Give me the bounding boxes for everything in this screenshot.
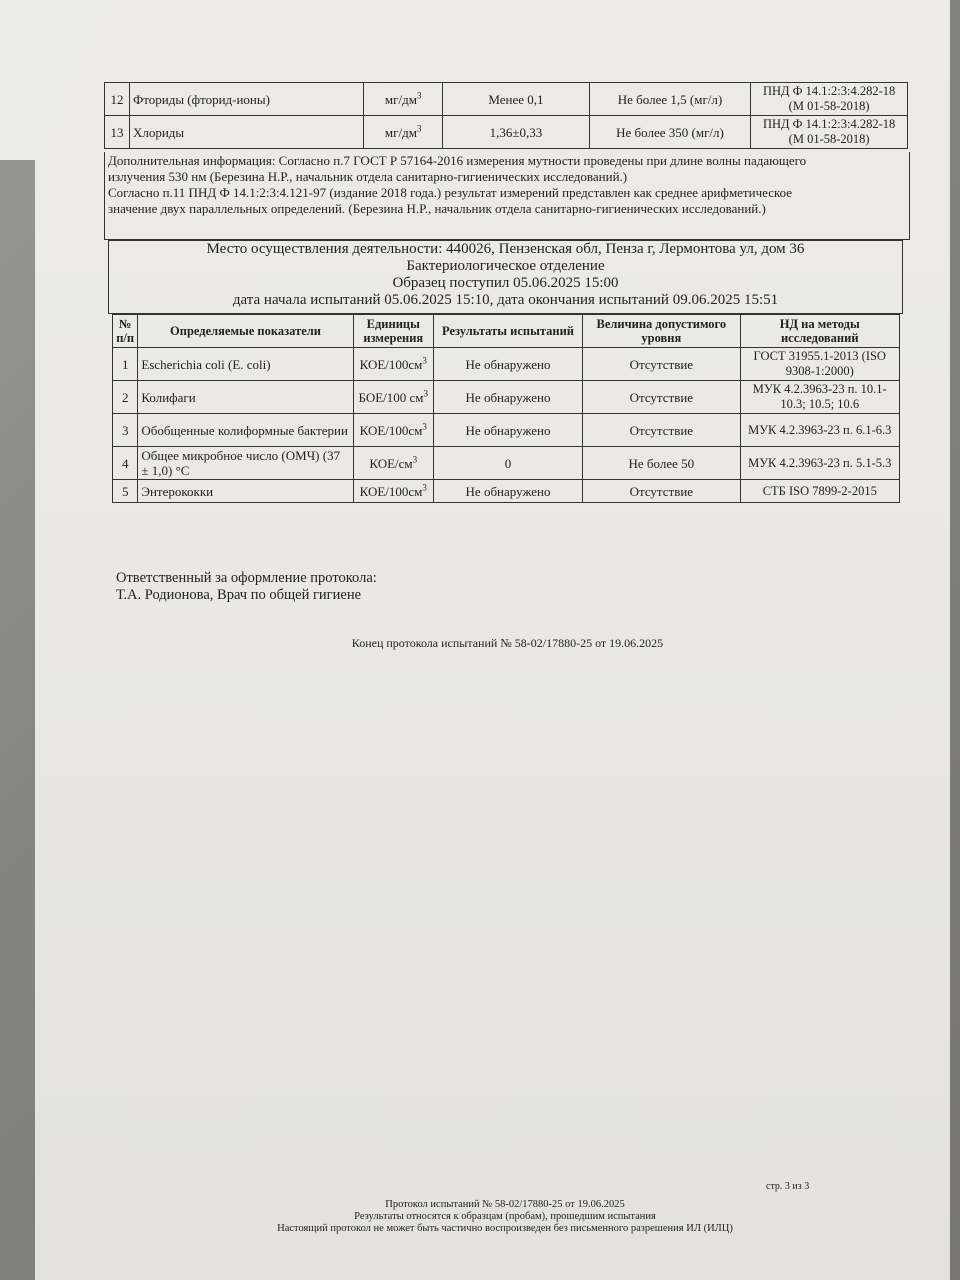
row-number: 1 [113,348,138,381]
row-number: 2 [113,381,138,414]
info-line: Дополнительная информация: Согласно п.7 ГОСТ Р 57164-2016 измерения мутности проведены при длине волны падающего [108,153,807,168]
sample-received: Образец поступил 05.06.2025 15:00 [392,275,619,291]
footer-line: Настоящий протокол не может быть частично воспроизведен без письменного разрешения ИЛ (ИЛЦ) [277,1223,733,1234]
indicator-name: Фториды (фторид-ионы) [129,83,363,116]
header-num: № п/п [113,315,138,348]
method-document: МУК 4.2.3963-23 п. 10.1-10.3; 10.5; 10.6 [740,381,899,414]
responsible-name: Т.А. Родионова, Врач по общей гигиене [116,587,362,603]
result: 1,36±0,33 [443,116,590,149]
limit: Не более 50 [583,447,740,480]
method-document: МУК 4.2.3963-23 п. 6.1-6.3 [740,414,899,447]
header-method: НД на методы исследований [740,315,899,348]
table-row [113,447,900,480]
unit: КОЕ/$см^3$ [353,447,433,480]
unit: БОЕ/100 $см^3$ [353,381,433,414]
method-document: ГОСТ 31955.1-2013 (ISO 9308-1:2000) [740,348,899,381]
indicator-name: Колифаги [138,381,353,414]
indicator-name: Общее микробное число (ОМЧ) (37 ± 1,0) °С [138,447,353,480]
footer-line: Протокол испытаний № 58-02/17880-25 от 19.06.2025 [385,1199,625,1210]
test-dates: дата начала испытаний 05.06.2025 15:10, дата окончания испытаний 09.06.2025 15:51 [232,292,779,308]
page-footer [0,1199,960,1235]
table-row [105,116,908,149]
result: Не обнаружено [433,414,582,447]
header-unit: Единицы измерения [353,315,433,348]
limit: Отсутствие [583,480,740,503]
page-number: стр. 3 из 3 [766,1181,810,1192]
limit: Не более 1,5 (мг/л) [589,83,751,116]
result: Не обнаружено [433,381,582,414]
method-document: СТБ ISO 7899-2-2015 [740,480,899,503]
footer-line: Результаты относятся к образцам (пробам), прошедшим испытания [354,1211,656,1222]
bacteriology-results-table [112,314,900,503]
table-row [113,381,900,414]
responsible-title: Ответственный за оформление протокола: [116,570,377,586]
indicator-name: Escherichia coli (E. coli) [138,348,353,381]
row-number: 3 [113,414,138,447]
indicator-name: Энтерококки [138,480,353,503]
unit: $мг/дм^3$ [364,116,443,149]
info-line: значение двух параллельных определений. (Березина Н.Р., начальник отдела санитарно-гигиенических исследований.) [108,201,766,216]
additional-info [104,152,910,240]
responsible-person [116,570,377,604]
table-row [105,83,908,116]
unit: КОЕ/$100см^3$ [353,348,433,381]
info-line: Согласно п.11 ПНД Ф 14.1:2:3:4.121-97 (издание 2018 года.) результат измерений представлен как среднее арифметическое [108,185,793,200]
limit: Отсутствие [583,348,740,381]
info-line: излучения 530 нм (Березина Н.Р., начальник отдела санитарно-гигиенических исследований.) [108,169,628,184]
indicator-name: Обобщенные колиформные бактерии [138,414,353,447]
limit: Отсутствие [583,414,740,447]
row-number: 12 [105,83,130,116]
table-row [113,414,900,447]
lab-info-block [108,240,903,314]
protocol-end-text: Конец протокола испытаний № 58-02/17880-25 от 19.06.2025 [351,636,664,650]
method-document: ПНД Ф 14.1:2:3:4.282-18 (М 01-58-2018) [751,83,908,116]
indicator-name: Хлориды [129,116,363,149]
limit: Не более 350 (мг/л) [589,116,751,149]
result: Не обнаружено [433,480,582,503]
unit: КОЕ/$100см^3$ [353,414,433,447]
table-row [113,348,900,381]
header-name: Определяемые показатели [138,315,353,348]
header-result: Результаты испытаний [433,315,582,348]
result: Менее 0,1 [443,83,590,116]
row-number: 13 [105,116,130,149]
result: 0 [433,447,582,480]
header-limit: Величина допустимого уровня [583,315,740,348]
activity-place: Место осуществления деятельности: 440026, Пензенская обл, Пенза г, Лермонтова ул, дом 36 [206,241,805,257]
row-number: 4 [113,447,138,480]
row-number: 5 [113,480,138,503]
limit: Отсутствие [583,381,740,414]
unit: $мг/дм^3$ [364,83,443,116]
method-document: МУК 4.2.3963-23 п. 5.1-5.3 [740,447,899,480]
table-row [113,480,900,503]
chemistry-results-table [104,82,908,149]
result: Не обнаружено [433,348,582,381]
method-document: ПНД Ф 14.1:2:3:4.282-18 (М 01-58-2018) [751,116,908,149]
department-name: Бактериологическое отделение [406,258,605,274]
table-header-row [113,315,900,348]
unit: КОЕ/$100см^3$ [353,480,433,503]
